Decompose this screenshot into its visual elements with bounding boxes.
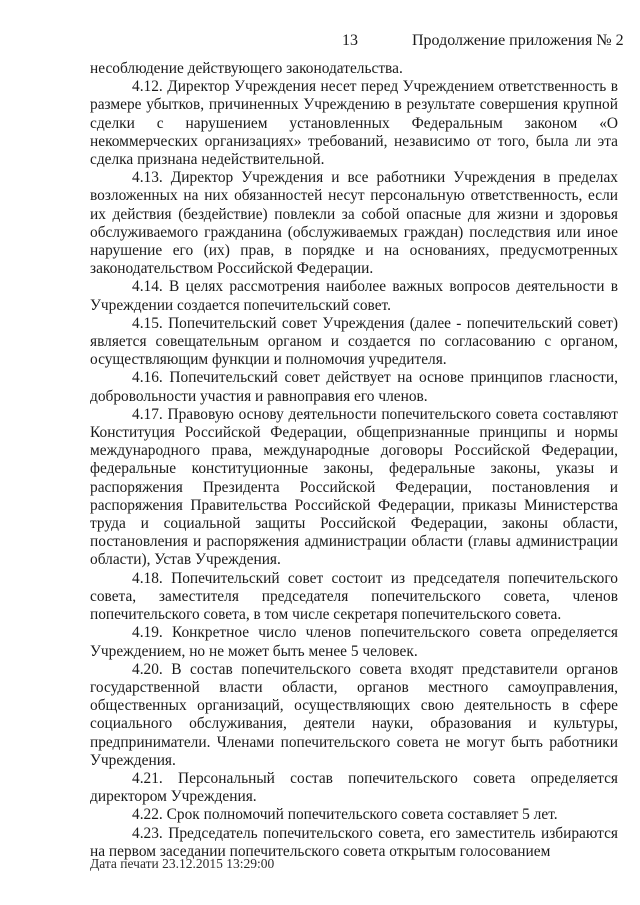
paragraph-4-16: 4.16. Попечительский совет действует на основе принципов гласности, добровольности участия и равноправия его членов. — [90, 369, 618, 405]
appendix-title: Продолжение приложения № 2 — [412, 32, 624, 49]
paragraph-4-23: 4.23. Председатель попечительского совета, его заместитель избираются на первом заседании попечительского совета открытым голосованием — [90, 824, 618, 860]
paragraph-4-18: 4.18. Попечительский совет состоит из председателя попечительского совета, заместителя председателя попечительского совета, членов попечительского совета, в том числе секретаря попечительского совета. — [90, 569, 618, 624]
page-number: 13 — [342, 32, 358, 49]
paragraph-4-13: 4.13. Директор Учреждения и все работники Учреждения в пределах возложенных на них обязанностей несут персональную ответственность, если их действия (бездействие) повлекли за собой опасные для жизни и здоровья обслуживаемого гражданина (обслуживаемых граждан) последствия или иное нарушение его (их) прав, в порядке и на основаниях, предусмотренных законодательством Российской Федерации. — [90, 169, 618, 278]
paragraph-4-20: 4.20. В состав попечительского совета входят представители органов государственной власти области, органов местного самоуправления, общественных организаций, осуществляющих свою деятельность в сфере социального обслуживания, деятели науки, образования и культуры, предприниматели. Членами попечительского совета не могут быть работники Учреждения. — [90, 660, 618, 769]
paragraph-4-19: 4.19. Конкретное число членов попечительского совета определяется Учреждением, но не может быть менее 5 человек. — [90, 624, 618, 660]
page-header — [0, 32, 640, 56]
paragraph-4-15: 4.15. Попечительский совет Учреждения (далее - попечительский совет) является совещательным органом и создается по согласованию с органом, осуществляющим функции и полномочия учредителя. — [90, 314, 618, 369]
paragraph-continuation: несоблюдение действующего законодательства. — [90, 60, 403, 77]
paragraph-4-17: 4.17. Правовую основу деятельности попечительского совета составляют Конституция Российской Федерации, общепризнанные принципы и нормы международного права, международные договоры Российской Федерации, федеральные конституционные законы, федеральные законы, указы и распоряжения Президента Российской Федерации, постановления и распоряжения Правительства Российской Федерации, приказы Министерства труда и социальной защиты Российской Федерации, законы области, постановления и распоряжения администрации области (главы администрации области), Устав Учреждения. — [90, 405, 618, 569]
print-date-footer: Дата печати 23.12.2015 13:29:00 — [90, 856, 275, 871]
document-body — [90, 60, 618, 861]
paragraph-4-14: 4.14. В целях рассмотрения наиболее важных вопросов деятельности в Учреждении создается попечительский совет. — [90, 278, 618, 314]
paragraph-4-21: 4.21. Персональный состав попечительского совета определяется директором Учреждения. — [90, 769, 618, 806]
paragraph-4-12: 4.12. Директор Учреждения несет перед Учреждением ответственность в размере убытков, причиненных Учреждению в результате совершения крупной сделки с нарушением установленных Федеральным законом «О некоммерческих организациях» требований, независимо от того, была ли эта сделка признана недействительной. — [90, 78, 618, 169]
paragraph-4-22: 4.22. Срок полномочий попечительского совета составляет 5 лет. — [132, 806, 558, 824]
